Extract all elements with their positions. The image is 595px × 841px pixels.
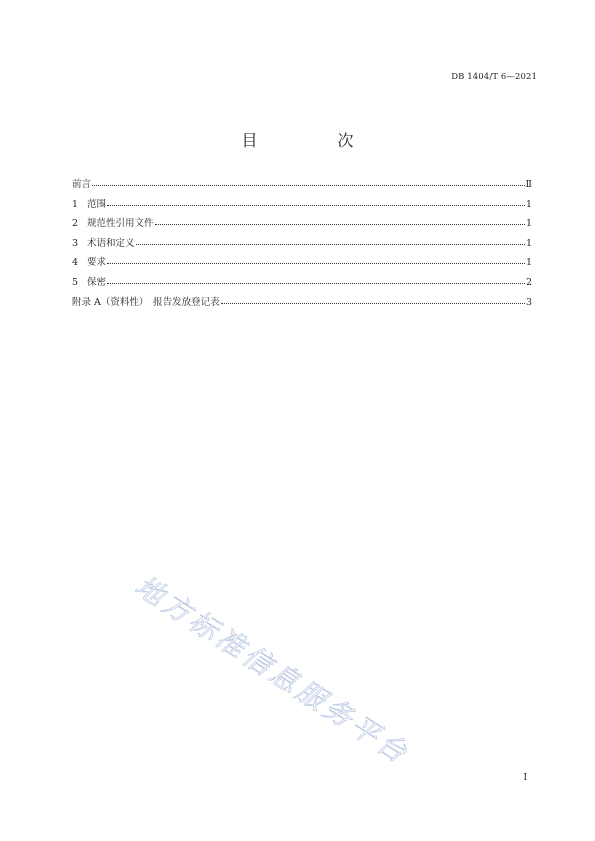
toc-entry-page: 3 <box>525 296 532 308</box>
document-code: DB 1404/T 6—2021 <box>451 72 537 82</box>
dot-leader <box>107 273 525 284</box>
toc-entry-page: 1 <box>525 218 532 230</box>
toc-entry-label: 范围 <box>87 198 107 210</box>
dot-leader <box>221 293 525 304</box>
toc-entry-foreword[interactable] <box>72 176 532 196</box>
toc-entry-number: 3 <box>72 237 79 249</box>
toc-entry-terms-definitions[interactable] <box>72 235 532 255</box>
dot-leader <box>155 214 525 225</box>
table-of-contents <box>72 176 532 313</box>
toc-entry-page: 1 <box>525 198 532 210</box>
toc-entry-appendix-a[interactable] <box>72 294 532 314</box>
toc-entry-page: 1 <box>525 257 532 269</box>
toc-entry-number: 1 <box>72 198 79 210</box>
toc-entry-confidentiality[interactable] <box>72 274 532 294</box>
toc-entry-number: 2 <box>72 218 79 230</box>
toc-entry-requirements[interactable] <box>72 254 532 274</box>
dot-leader <box>107 195 525 206</box>
dot-leader <box>136 234 525 245</box>
toc-entry-label: 术语和定义 <box>87 237 135 249</box>
toc-entry-page: 2 <box>525 276 532 288</box>
toc-entry-label: 要求 <box>87 257 107 269</box>
toc-entry-label: 规范性引用文件 <box>87 218 154 230</box>
toc-entry-label: 附录 A（资料性） 报告发放登记表 <box>72 296 220 308</box>
toc-entry-number: 5 <box>72 276 79 288</box>
toc-entry-normative-references[interactable] <box>72 215 532 235</box>
toc-entry-number: 4 <box>72 257 79 269</box>
toc-title: 目 次 <box>241 131 386 150</box>
page-number: I <box>523 773 527 783</box>
toc-entry-page: Ⅱ <box>525 179 532 190</box>
dot-leader <box>92 175 525 186</box>
dot-leader <box>107 253 525 264</box>
toc-entry-label: 前言 <box>72 179 92 190</box>
watermark: 地方标准信息服务平台 <box>129 569 416 772</box>
toc-entry-scope[interactable] <box>72 196 532 216</box>
toc-entry-label: 保密 <box>87 276 107 288</box>
toc-entry-page: 1 <box>525 237 532 249</box>
